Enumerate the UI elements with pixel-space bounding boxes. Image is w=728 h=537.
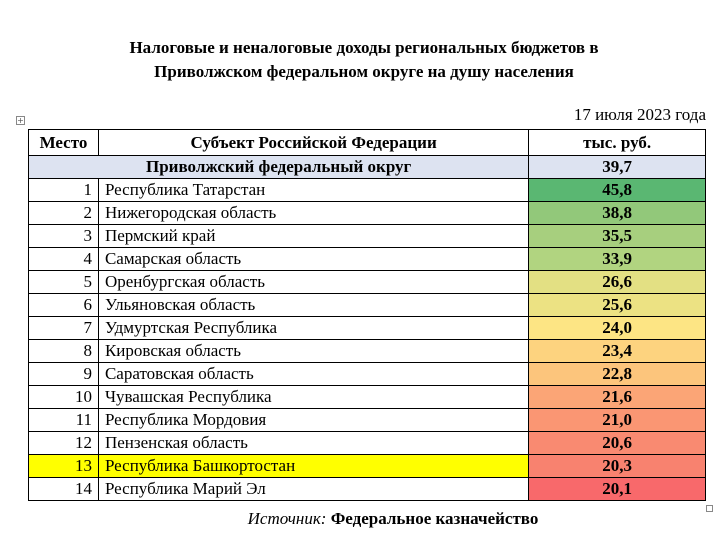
rank-cell: 6 [29, 294, 99, 317]
rank-cell: 4 [29, 248, 99, 271]
rank-cell: 11 [29, 409, 99, 432]
table-row [29, 248, 706, 271]
header-subject: Субъект Российской Федерации [98, 130, 528, 156]
value-cell: 25,6 [529, 294, 706, 317]
district-row [29, 156, 706, 179]
table-row [29, 386, 706, 409]
rank-cell: 8 [29, 340, 99, 363]
rank-cell: 10 [29, 386, 99, 409]
subject-cell: Чувашская Республика [98, 386, 528, 409]
rank-cell: 9 [29, 363, 99, 386]
source-note [0, 509, 728, 529]
value-cell: 20,6 [529, 432, 706, 455]
district-value: 39,7 [529, 156, 706, 179]
table-row [29, 271, 706, 294]
value-cell: 33,9 [529, 248, 706, 271]
table-row [29, 294, 706, 317]
subject-cell: Оренбургская область [98, 271, 528, 294]
table-header-row [29, 130, 706, 156]
value-cell: 23,4 [529, 340, 706, 363]
rank-cell: 7 [29, 317, 99, 340]
subject-cell: Самарская область [98, 248, 528, 271]
subject-cell: Кировская область [98, 340, 528, 363]
subject-cell: Республика Башкортостан [98, 455, 528, 478]
table-row [29, 179, 706, 202]
table-row [29, 202, 706, 225]
header-rank: Место [29, 130, 99, 156]
table-move-handle-icon[interactable]: + [17, 116, 24, 125]
rank-cell: 12 [29, 432, 99, 455]
ranking-table [28, 129, 706, 501]
rank-cell: 2 [29, 202, 99, 225]
page-title [0, 36, 728, 84]
table-row [29, 409, 706, 432]
value-cell: 21,6 [529, 386, 706, 409]
value-cell: 38,8 [529, 202, 706, 225]
rank-cell: 14 [29, 478, 99, 501]
title-line-1: Налоговые и неналоговые доходы региональных бюджетов в [129, 38, 599, 57]
value-cell: 22,8 [529, 363, 706, 386]
district-name: Приволжский федеральный округ [29, 156, 529, 179]
report-date: 17 июля 2023 года [573, 105, 706, 124]
subject-cell: Республика Татарстан [98, 179, 528, 202]
rank-cell: 3 [29, 225, 99, 248]
subject-cell: Пензенская область [98, 432, 528, 455]
table-row [29, 478, 706, 501]
subject-cell: Саратовская область [98, 363, 528, 386]
subject-cell: Республика Марий Эл [98, 478, 528, 501]
value-cell: 20,1 [529, 478, 706, 501]
header-unit: тыс. руб. [529, 130, 706, 156]
title-line-2: Приволжском федеральном округе на душу населения [154, 62, 574, 81]
rank-cell: 13 [29, 455, 99, 478]
subject-cell: Республика Мордовия [98, 409, 528, 432]
value-cell: 24,0 [529, 317, 706, 340]
source-label: Источник: [247, 509, 327, 528]
subject-cell: Ульяновская область [98, 294, 528, 317]
source-org: Федеральное казначейство [330, 509, 539, 528]
table-row [29, 317, 706, 340]
value-cell: 35,5 [529, 225, 706, 248]
table-row [29, 340, 706, 363]
rank-cell: 5 [29, 271, 99, 294]
subject-cell: Пермский край [98, 225, 528, 248]
table-row [29, 455, 706, 478]
table-row [29, 432, 706, 455]
table-row [29, 363, 706, 386]
value-cell: 21,0 [529, 409, 706, 432]
subject-cell: Нижегородская область [98, 202, 528, 225]
value-cell: 26,6 [529, 271, 706, 294]
table-row [29, 225, 706, 248]
subject-cell: Удмуртская Республика [98, 317, 528, 340]
value-cell: 20,3 [529, 455, 706, 478]
rank-cell: 1 [29, 179, 99, 202]
value-cell: 45,8 [529, 179, 706, 202]
